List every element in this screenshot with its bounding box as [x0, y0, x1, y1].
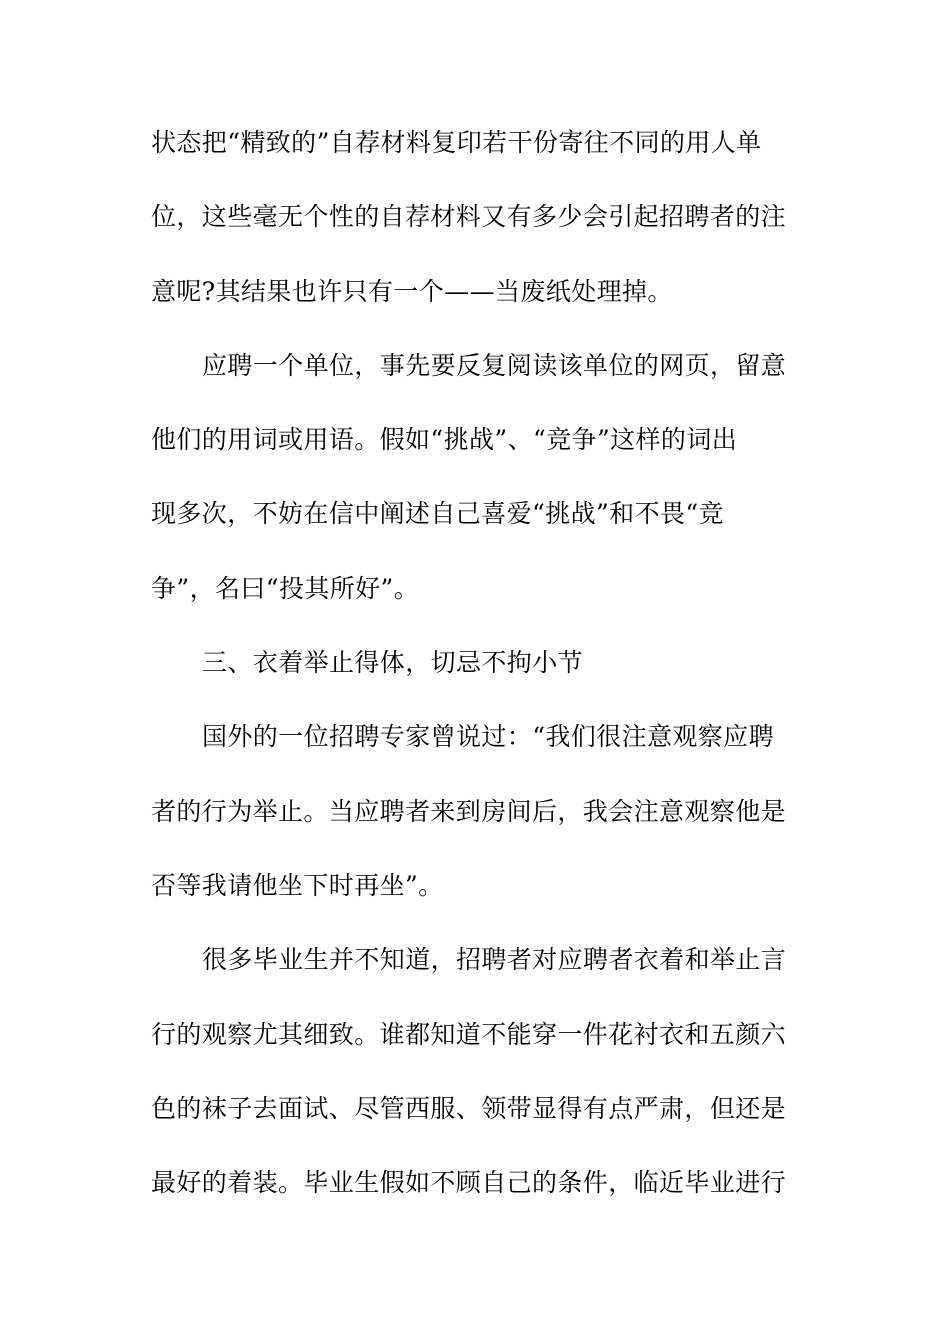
- body-text: [151, 127, 801, 1241]
- section-heading: 三、衣着举止得体，切忌不拘小节: [202, 648, 584, 678]
- text-line: 色的袜子去面试、尽管西服、领带显得有点严肃，但还是: [151, 1093, 787, 1123]
- text-line: 者的行为举止。当应聘者来到房间后，我会注意观察他是: [151, 796, 787, 826]
- paragraph-first-line: 应聘一个单位，事先要反复阅读该单位的网页，留意: [202, 350, 787, 380]
- text-line: 状态把“精致的”自荐材料复印若干份寄往不同的用人单: [151, 128, 762, 157]
- text-line: 行的观察尤其细致。谁都知道不能穿一件花衬衣和五颜六: [151, 1019, 787, 1049]
- text-line: 他们的用词或用语。假如“挑战”、“竞争”这样的词出: [151, 425, 738, 455]
- text-line: 最好的着装。毕业生假如不顾自己的条件，临近毕业进行: [151, 1168, 787, 1198]
- text-line: 否等我请他坐下时再坐”。: [151, 870, 444, 900]
- text-line: 现多次，不妨在信中阐述自己喜爱“挑战”和不畏“竞: [151, 499, 724, 529]
- text-line: 争”，名曰“投其所好”。: [151, 573, 420, 603]
- paragraph-first-line: 很多毕业生并不知道，招聘者对应聘者衣着和举止言: [202, 945, 787, 975]
- paragraph-first-line: 国外的一位招聘专家曾说过：“我们很注意观察应聘: [202, 722, 774, 752]
- text-line: 意呢?其结果也许只有一个——当废纸处理掉。: [151, 276, 673, 306]
- text-line: 位，这些毫无个性的自荐材料又有多少会引起招聘者的注: [151, 202, 787, 232]
